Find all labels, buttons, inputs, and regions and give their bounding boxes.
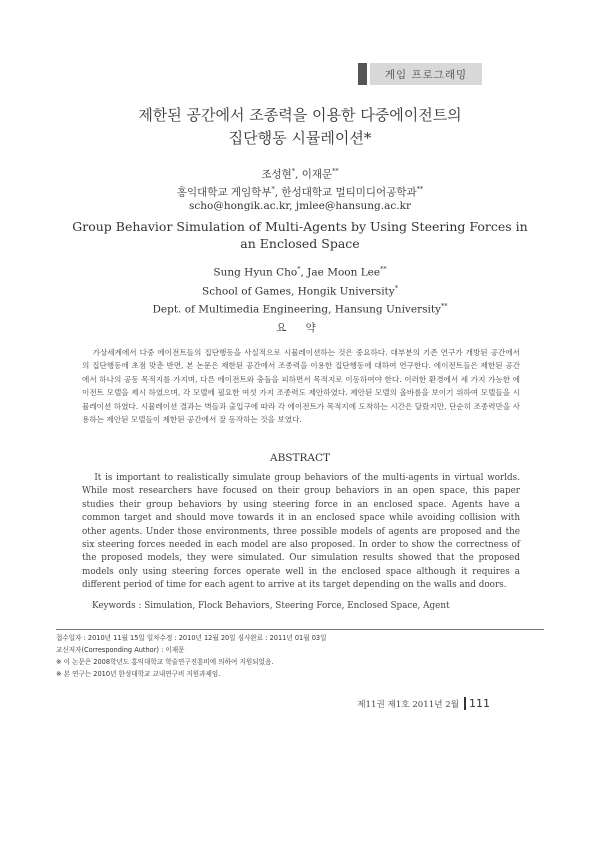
keywords: Keywords : Simulation, Flock Behaviors, Steering Force, Enclosed Space, Agent [92, 601, 450, 611]
korean-title-line-1: 제한된 공간에서 조종력을 이용한 다중에이전트의 [138, 106, 462, 124]
en-author-name-a: Sung Hyun Cho [213, 266, 298, 279]
author-name-b: , 이재문 [295, 168, 333, 181]
footnote-note-2: ※ 본 연구는 2010년 한성대학교 교내연구비 지원과제임. [56, 670, 221, 678]
section-tag [358, 63, 482, 85]
english-title-line-1: Group Behavior Simulation of Multi-Agents by Using Steering Forces in [72, 219, 528, 234]
author-emails: scho@hongik.ac.kr, jmlee@hansung.ac.kr [189, 200, 411, 212]
footnote-note-1: ※ 이 논문은 2008학년도 홍익대학교 학술연구진흥비에 의하여 지원되었음. [56, 658, 274, 666]
section-label: 게임 프로그래밍 [370, 63, 482, 85]
footnote-dates: 접수일자 : 2010년 11월 15일 일차수정 : 2010년 12월 20일 심사완료 : 2011년 01월 03일 [56, 634, 327, 642]
issue-info: 제11권 제1호 2011년 2월 [357, 699, 459, 710]
en-school-mark-a: * [394, 283, 398, 292]
en-author-name-b: , Jae Moon Lee [300, 266, 381, 279]
english-abstract-heading: ABSTRACT [269, 452, 331, 464]
korean-affiliations [60, 182, 540, 200]
english-affiliation-a [60, 281, 540, 300]
en-author-mark-b: ** [380, 265, 387, 273]
english-title-line-2: an Enclosed Space [240, 236, 360, 251]
korean-title [60, 104, 540, 150]
affiliation-b: , 한성대학교 멀티미디어공학과 [274, 186, 417, 198]
english-abstract-body: It is important to realistically simulate group behaviors of the multi-agents in virtual worlds. While most researchers have focused on their group behaviors in an open space, this paper studies their group behaviors by using steering force in an enclosed space. Agents have a common target and should move towards it in an enclosed space while avoiding collision with other agents. Under those environments, three possible models of agents are proposed and the six steering forces needed in each model are also proposed. In order to show the correctness of the proposed models, they were simulated. Our simulation results showed that the proposed models only using steering forces operate well in the enclosed space although it requires a different period of time for each agent to arrive at its target depending on the walls and doors. [82, 473, 520, 591]
affiliation-mark-a: * [271, 184, 275, 193]
english-author-names [60, 262, 540, 281]
footnotes [56, 629, 544, 680]
en-school-b: Dept. of Multimedia Engineering, Hansung University [152, 303, 441, 316]
section-tag-bar [358, 63, 367, 85]
korean-authors [60, 164, 540, 213]
english-title [40, 218, 560, 252]
author-mark-b: ** [332, 167, 339, 175]
author-mark-a: * [291, 167, 296, 175]
footnote-corresponding: 교신저자(Corresponding Author) : 이재문 [56, 646, 185, 654]
affiliation-a: 홍익대학교 게임학부 [176, 186, 272, 198]
folio-separator [464, 697, 466, 710]
korean-abstract-body: 가상세계에서 다중 에이전트들의 집단행동을 사실적으로 시뮬레이션하는 것은 중요하다. 대부분의 기존 연구가 개방된 공간에서의 집단행동에 초점 맞춘 반면, 본 논문은 제한된 공간에서 조종력을 이용한 집단행동에 대하여 연구한다. 에이전트들은 제한된 공간에서 하나의 공동 목적지를 가지며, 다른 에이전트와 충돌을 피하면서 목적지로 이동하여야 한다. 이러한 환경에서 세 가지 가능한 에이전트 모델을 제시 하였으며, 각 모델에 필요한 여섯 가지 조종력도 제안하였다. 제안된 모델의 올바름을 보이기 위하여 모델들을 시뮬레이션 하였다. 시뮬레이션 결과는 벽들과 출입구에 따라 각 에이전트가 목적지에 도착하는 시간은 달랐지만, 단순히 조종력만을 사용하는 제안된 모델들이 제한된 공간에서 잘 동작하는 것을 보였다. [82, 348, 520, 425]
en-school-a: School of Games, Hongik University [202, 285, 395, 297]
korean-abstract-heading: 요 약 [276, 322, 324, 334]
page-folio [330, 697, 490, 710]
page-number: 111 [469, 697, 490, 710]
english-authors [60, 262, 540, 318]
korean-title-line-2: 집단행동 시뮬레이션* [228, 129, 372, 147]
korean-author-names [60, 164, 540, 182]
en-school-mark-b: ** [441, 302, 448, 310]
author-name-a: 조성현 [261, 168, 292, 181]
english-affiliation-b [60, 299, 540, 318]
en-author-mark-a: * [297, 265, 301, 273]
affiliation-mark-b: ** [416, 184, 424, 193]
